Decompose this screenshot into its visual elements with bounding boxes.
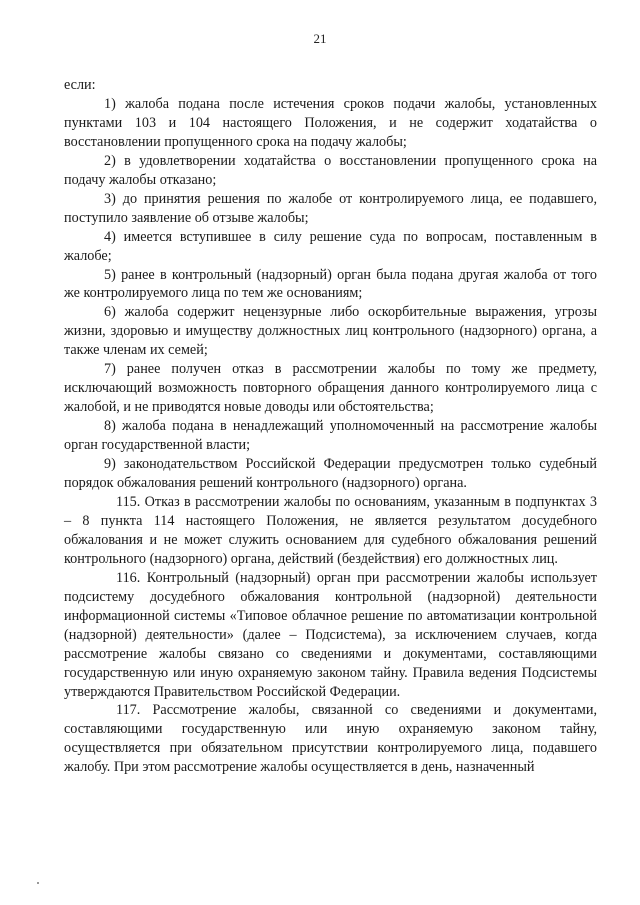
paragraph-item-9: 9) законодательством Российской Федерации предусмотрен только судебный порядок обжалования решений контрольного (надзорного) органа. [64,456,597,492]
page-number: 21 [313,31,327,46]
paragraph-117: 117. Рассмотрение жалобы, связанной со сведениями и документами, составляющими государственную или иную охраняемую законом тайну, осуществляется при обязательном присутствии контролируемого лица, подавшего жалобу. При этом рассмотрение жалобы осуществляется в день, назначенный [64,702,597,776]
document-body [64,76,597,777]
paragraph-item-8: 8) жалоба подана в ненадлежащий уполномоченный на рассмотрение жалобы орган государственной власти; [64,418,597,454]
paragraph-item-3: 3) до принятия решения по жалобе от контролируемого лица, ее подавшего, поступило заявление об отзыве жалобы; [64,190,597,226]
paragraph-item-4: 4) имеется вступившее в силу решение суда по вопросам, поставленным в жалобе; [64,228,597,264]
scan-speck [37,882,39,884]
paragraph-item-1: 1) жалоба подана после истечения сроков подачи жалобы, установленных пунктами 103 и 104 настоящего Положения, и не содержит ходатайства о восстановлении пропущенного срока на подачу жалобы; [64,95,597,150]
paragraph-lead: если: [64,77,96,93]
paragraph-item-5: 5) ранее в контрольный (надзорный) орган была подана другая жалоба от того же контролируемого лица по тем же основаниям; [64,266,597,302]
paragraph-item-7: 7) ранее получен отказ в рассмотрении жалобы по тому же предмету, исключающий возможность повторного обращения данного контролируемого лица с жалобой, и не приводятся новые доводы или обстоятельства; [64,361,597,416]
paragraph-item-6: 6) жалоба содержит нецензурные либо оскорбительные выражения, угрозы жизни, здоровью и имуществу должностных лиц контрольного (надзорного) органа, а также членам их семей; [64,304,597,359]
paragraph-item-2: 2) в удовлетворении ходатайства о восстановлении пропущенного срока на подачу жалобы отказано; [64,152,597,188]
paragraph-116: 116. Контрольный (надзорный) орган при рассмотрении жалобы использует подсистему досудебного обжалования контрольной (надзорной) деятельности информационной системы «Типовое облачное решение по автоматизации контрольной (надзорной) деятельности» (далее – Подсистема), за исключением случаев, когда рассмотрение жалобы связано со сведениями и документами, составляющими государственную или иную охраняемую законом тайну. Правила ведения Подсистемы утверждаются Правительством Российской Федерации. [64,569,597,700]
paragraph-115: 115. Отказ в рассмотрении жалобы по основаниям, указанным в подпунктах 3 – 8 пункта 114 настоящего Положения, не является результатом досудебного обжалования и не может служить основанием для судебного обжалования решений контрольного (надзорного) органа, действий (бездействия) его должностных лиц. [64,493,597,567]
